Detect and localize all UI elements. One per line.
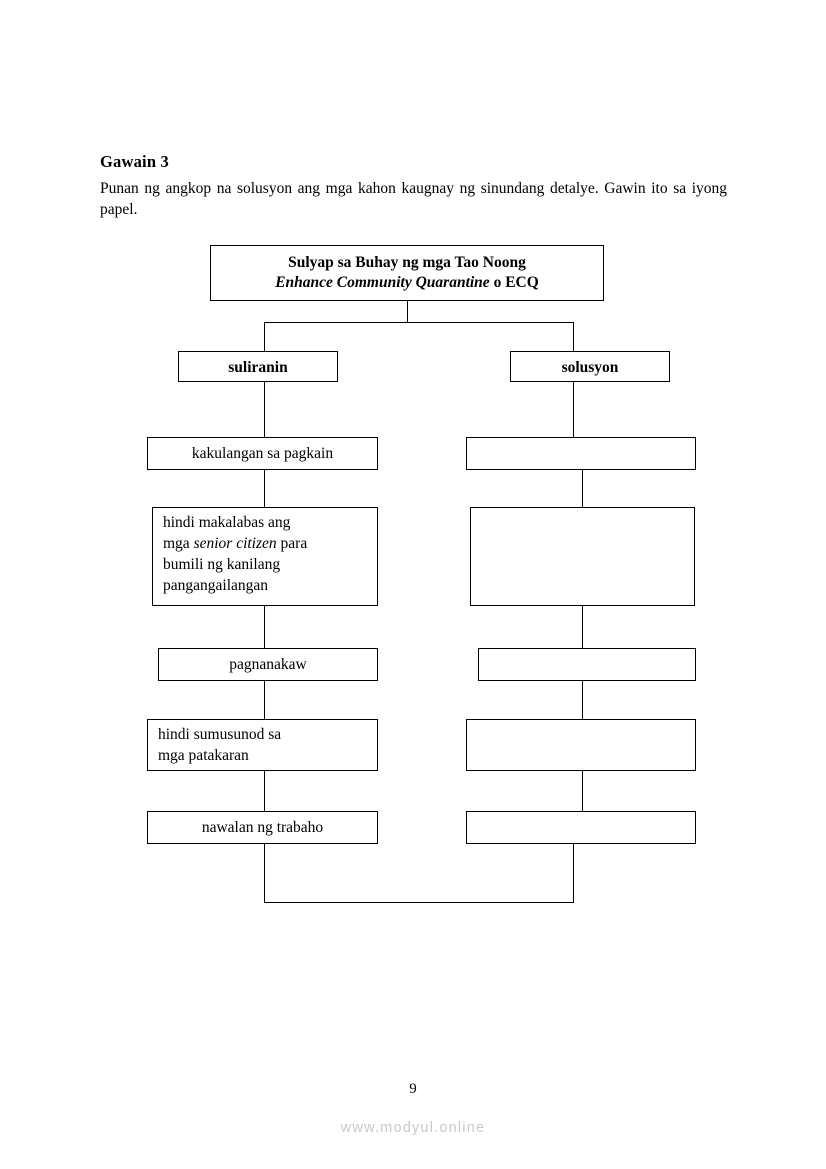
column-header-solusyon (510, 351, 670, 382)
row-4-text-part-1: hindi sumusunod sa (158, 726, 282, 743)
chart-title-line-1: Sulyap sa Buhay ng mga Tao Noong (288, 254, 526, 271)
row-4-problem-label (148, 720, 377, 770)
spine-left-5 (264, 771, 265, 811)
row-4-solution-box[interactable] (466, 719, 696, 771)
row-2-text-part-2: mga (163, 535, 194, 552)
connector-left-down (264, 322, 265, 351)
spine-left-4 (264, 681, 265, 719)
connector-split-horizontal (264, 322, 574, 323)
connector-right-down (573, 322, 574, 351)
row-5-solution-value (467, 812, 695, 820)
watermark: www.modyul.online (340, 1120, 486, 1136)
row-2-text-italic: senior citizen (193, 535, 277, 552)
row-3-problem-box (158, 648, 378, 681)
row-4-problem-box (147, 719, 378, 771)
spine-right-1 (573, 382, 574, 437)
row-1-problem-label: kakulangan sa pagkain (191, 445, 334, 462)
spine-right-5 (582, 771, 583, 811)
instruction-line-1: Punan ng angkop na solusyon ang mga kahon kaugnay ng sinundang (100, 180, 545, 197)
row-3-solution-value (479, 649, 695, 657)
chart-title-box (210, 245, 604, 301)
row-3-problem-label: pagnanakaw (229, 656, 307, 673)
connector-title-down (407, 301, 408, 323)
connector-bottom-horizontal (264, 902, 574, 903)
spine-right-4 (582, 681, 583, 719)
instruction-line-2: detalye. Gawin ito sa iyong papel. (100, 180, 728, 218)
spine-left-1 (264, 382, 265, 437)
row-2-text-part-3: para (276, 535, 308, 552)
row-3-solution-box[interactable] (478, 648, 696, 681)
spine-right-bottom (573, 844, 574, 903)
row-2-text-part-1: hindi makalabas ang (163, 514, 291, 531)
row-1-problem-box (147, 437, 378, 470)
row-1-solution-box[interactable] (466, 437, 696, 470)
row-1-solution-value (467, 438, 695, 446)
row-4-text-part-2: mga patakaran (158, 747, 249, 764)
row-5-problem-box (147, 811, 378, 844)
spine-left-bottom (264, 844, 265, 903)
column-header-suliranin (178, 351, 338, 382)
page-number: 9 (409, 1081, 417, 1097)
row-2-solution-box[interactable] (470, 507, 695, 606)
column-header-solusyon-label: solusyon (561, 359, 619, 376)
row-5-problem-label: nawalan ng trabaho (201, 819, 324, 836)
column-header-suliranin-label: suliranin (228, 359, 288, 376)
chart-title-line-2-italic: Enhance Community Quarantine (275, 274, 490, 291)
page-title: Gawain 3 (100, 152, 169, 171)
row-2-problem-box (152, 507, 378, 606)
row-5-solution-box[interactable] (466, 811, 696, 844)
spine-right-2 (582, 470, 583, 507)
spine-right-3 (582, 606, 583, 648)
row-2-text-part-4: bumili ng kanilang (163, 556, 281, 573)
chart-title-line-2-tail: o ECQ (489, 274, 539, 291)
spine-left-3 (264, 606, 265, 648)
row-2-solution-value (471, 508, 694, 516)
row-2-text-part-5: pangangailangan (163, 577, 269, 594)
row-4-solution-value (467, 720, 695, 728)
spine-left-2 (264, 470, 265, 507)
row-2-problem-label (153, 508, 377, 600)
